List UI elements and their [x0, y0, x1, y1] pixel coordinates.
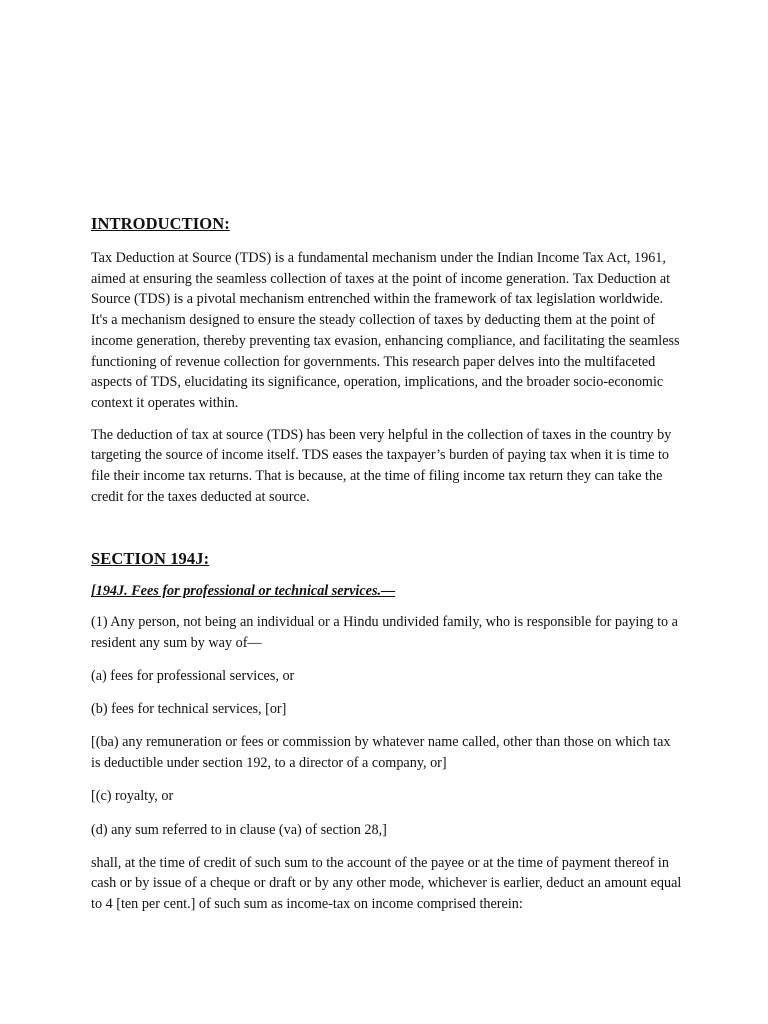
section-clause-1: (1) Any person, not being an individual or a Hindu undivided family, who is responsible for paying to a resident any sum by way of— — [91, 614, 678, 651]
section-clause-d: (d) any sum referred to in clause (va) of section 28,] — [91, 821, 387, 838]
intro-paragraph-1: Tax Deduction at Source (TDS) is a fundamental mechanism under the Indian Income Tax Act, 1961, aimed at ensuring the seamless collection of taxes at the point of income generation. Tax Deduction at Source (TDS) is a pivotal mechanism entrenched within the framework of tax legislation worldwide. It's a mechanism designed to ensure the steady collection of taxes by deducting them at the point of income generation, thereby preventing tax evasion, enhancing compliance, and facilitating the seamless functioning of revenue collection for governments. This research paper delves into the multifaceted aspects of TDS, elucidating its significance, operation, implications, and the broader socio-economic context it operates within. — [91, 250, 680, 411]
section-194j-heading: SECTION 194J: — [91, 549, 210, 569]
intro-paragraph-2: The deduction of tax at source (TDS) has been very helpful in the collection of taxes in the country by targeting the source of income itself. TDS eases the taxpayer’s burden of paying tax when it is time to file their income tax returns. That is because, at the time of filing income tax return they can take the credit for the taxes deducted at source. — [91, 426, 672, 505]
section-clause-c: [(c) royalty, or — [91, 788, 174, 805]
section-clause-b: (b) fees for technical services, [or] — [91, 701, 287, 718]
section-clause-shall: shall, at the time of credit of such sum to the account of the payee or at the time of payment thereof in cash or by issue of a cheque or draft or by any other mode, whichever is earlier, deduct an amount equal to 4 [ten per cent.] of such sum as income-tax on income comprised therein: — [91, 854, 682, 913]
section-clause-ba: [(ba) any remuneration or fees or commission by whatever name called, other than those on which tax is deductible under section 192, to a director of a company, or] — [91, 734, 671, 772]
section-clause-a: (a) fees for professional services, or — [91, 668, 295, 685]
document-body — [91, 212, 683, 927]
introduction-heading: INTRODUCTION: — [91, 214, 230, 233]
section-194j-title: [194J. Fees for professional or technical services.— — [91, 583, 396, 600]
